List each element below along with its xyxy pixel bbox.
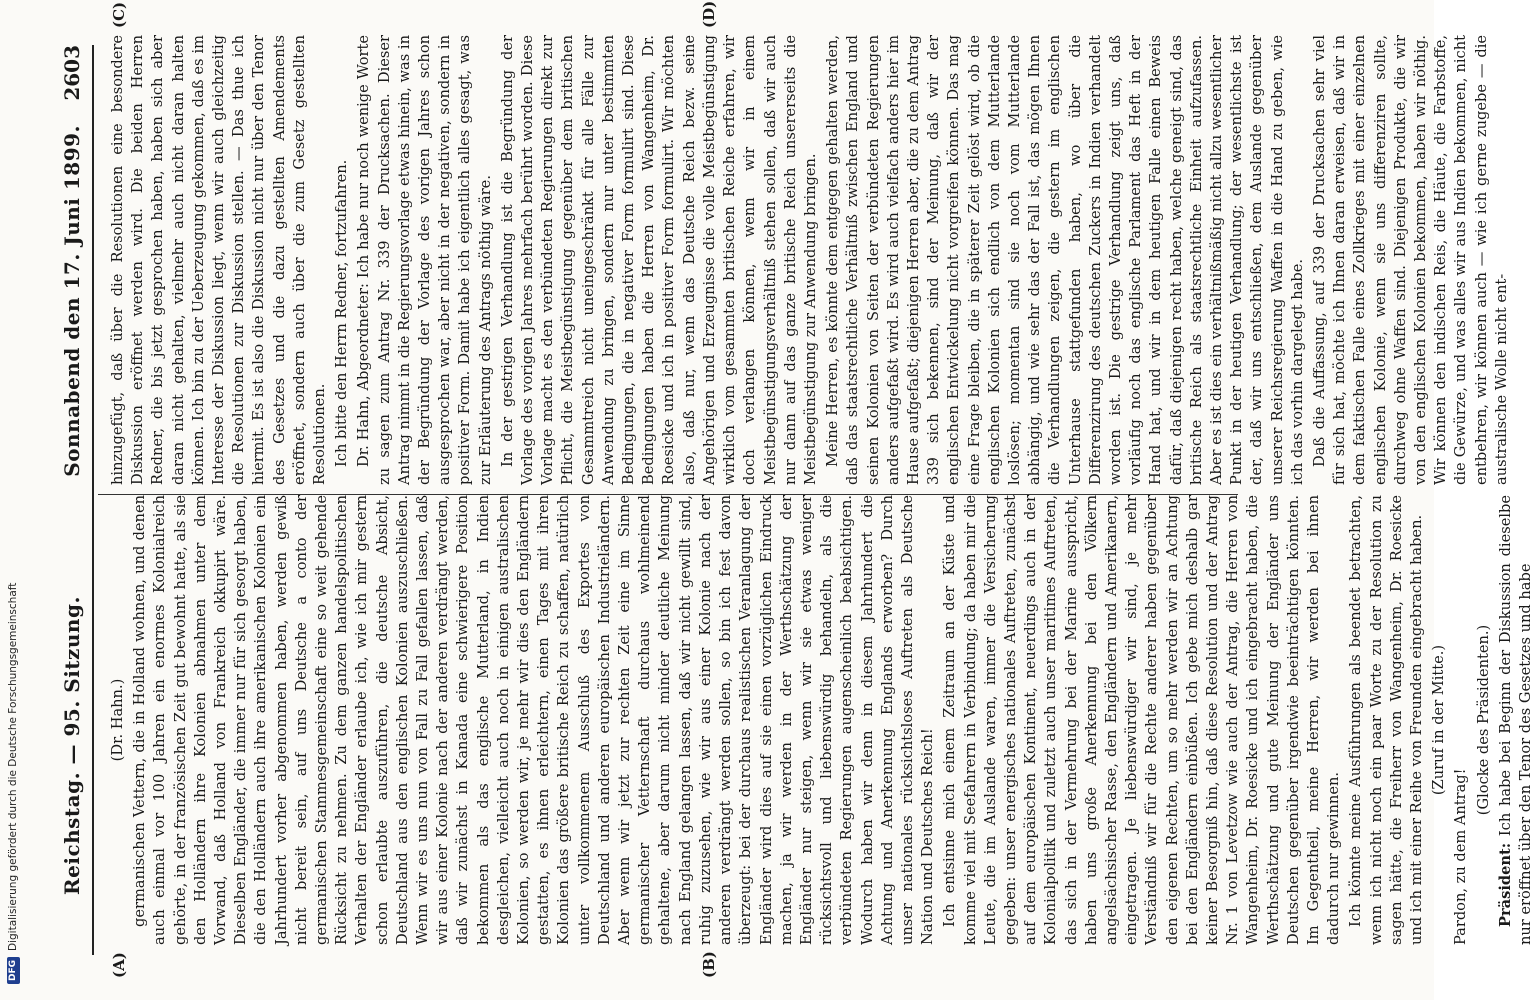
interjection: (Zuruf in der Mitte.) <box>1430 644 1448 796</box>
president-statement <box>1496 495 1536 945</box>
paragraph: Ich entsinne mich einem Zeitraum an der Küste und komme viel mit Seefahrern in Verbindung; da haben mir die Leute, die im Auslande waren, immer die Versicherung gegeben: unser energisches nationales Auftreten, zunächst auf dem europäischen Kontinent, neuerdings auch in der Kolonialpolitik und zuletzt auch unser maritimes Auftreten, das sich in der Vermehrung bei der Marine ausspricht, haben uns große Anerkennung bei den Völkern angelsächsischer Rasse, den Engländern und Amerikanern, eingetragen. Je liebenswürdiger wir sind, je mehr Verständniß wir für die Rechte anderer haben gegenüber den eigenen Rechten, um so mehr werden wir an Achtung bei den Engländern einbüßen. Ich gebe mich deshalb gar keiner Besorgniß hin, daß diese Resolution und der Antrag Nr. 1 von Levetzow wie auch der Antrag, die Herren von Wangenheim, Dr. Roesicke und ich eingebracht haben, die Werthschätzung und gute Meinung der Engländer uns Deutschen gegenüber irgendwie beeinträchtigen könnten. Im Gegentheil, meine Herren, wir werden bei ihnen dadurch nur gewinnen. <box>941 495 1343 945</box>
paragraph: Daß die Auffassung, auf 339 der Drucksachen sehr viel für sich hat, möchte ich Ihnen daran erweisen, daß wir in dem faktischen Falle eines Zollkrieges mit einer einzelnen englischen Kolonie, wenn sie uns differenziren sollte, durchweg ohne Waffen sind. Diejenigen Produkte, die wir von den englischen Kolonien bekommen, haben wir nöthig. Wir können den indischen Reis, die Häute, die Farbstoffe, die Gewürze, und was alles wir aus Indien bekommen, nicht entbehren, wir können auch — wie ich gerne zugebe — die australische Wolle nicht ent- <box>1310 35 1510 485</box>
speaker-tag: (Dr. Hahn.) <box>109 678 126 762</box>
footer-credit <box>4 0 22 1000</box>
page-number: 2603 <box>60 45 84 101</box>
paragraph: germanischen Vettern, die in Holland wohnen, und denen auch einmal vor 100 Jahren ein enormes Kolonialreich gehörte, in der französischen Zeit gut bewohnt hatte, als sie den Holländern ihre Kolonien abnahmen unter dem Vorwand, daß Holland von Frankreich okkupirt wäre. Dieselben Engländer, die immer nur für sich gesorgt haben, die den Holländern auch ihre amerikanischen Kolonien ein Jahrhundert vorher abgenommen haben, werden gewiß nicht bereit sein, auf uns Deutsche a conto der germanischen Stammesgemeinschaft eine so weit gehende Rücksicht zu nehmen. Zu dem ganzen handelspolitischen Verhalten der Engländer erlaube ich, wie ich mir gestern schon erlaubte auszuführen, die deutsche Absicht, Deutschland aus den englischen Kolonien auszuschließen. Wenn wir es uns nun von Fall zu Fall gefallen lassen, daß wir aus einer Kolonie nach der anderen verdrängt werden, daß wir zunächst in Kanada eine schwierigere Position bekommen als das englische Mutterland, in Indien desgleichen, vielleicht auch noch in einigen australischen Kolonien, so werden wir, je mehr wir dies den Engländern gestatten, es ihnen erleichtern, einen Tages mit ihren Kolonien das größere britische Reich zu schaffen, natürlich unter vollkommenem Ausschluß des Exportes von Deutschland und anderen europäischen Industrieländern. Aber wenn wir jetzt zur rechten Zeit eine im Sinne germanischer Vetternschaft durchaus wohlmeinend gehaltene, aber darum nicht minder deutliche Meinung nach England gelangen lassen, daß wir nicht gewillt sind, ruhig zuzusehen, wie wir aus einer Kolonie nach der anderen verdrängt werden sollen, so bin ich fest davon überzeugt: bei der durchaus realistischen Veranlagung der Engländer wird dies auf sie einen vorzüglichen Eindruck machen, ja wir werden in der Werthschätzung der Engländer nur steigen, wenn wir sie etwas weniger rücksichtsvoll und liebenswürdig behandeln, als die verbündeten Regierungen augenscheinlich beabsichtigen. Wodurch haben wir denn in diesem Jahrhundert die Achtung und Anerkennung Englands erworben? Durch unser nationales rücksichtsloses Auftreten als Deutsche Nation und Deutsches Reich! <box>131 495 937 945</box>
header-session-title: Reichstag. — 95. Sitzung. <box>60 596 84 895</box>
bell-note: (Glocke des Präsidenten.) <box>1474 624 1492 816</box>
paragraph: Ich könnte meine Ausführungen als beendet betrachten, wenn ich nicht noch ein paar Worte zu der Resolution zu sagen hätte, die Freiherr von Wangenheim, Dr. Roesicke und ich mit einer Reihe von Freunden eingebracht haben. <box>1347 495 1425 945</box>
correction: Pardon, zu dem Antrag! <box>1452 768 1470 945</box>
paragraph: In der gestrigen Verhandlung ist die Begründung der Vorlage des vorigen Jahres mehrfach berührt worden. Diese Vorlage macht es den verbündeten Regierungen direkt zur Pflicht, die Meistbegünstigung gegenüber dem britischen Gesammtreich nicht uneingeschränkt für alle Fälle zur Anwendung zu bringen, sondern nur unter bestimmten Bedingungen, die in negativer Form formulirt sind. Diese Bedingungen haben die Herren von Wangenheim, Dr. Roesicke und ich in positiver Form formulirt. Wir möchten also, daß nur, wenn das Deutsche Reich bezw. seine Angehörigen und Erzeugnisse die volle Meistbegünstigung wirklich vom gesammten britischen Reiche erfahren, wir doch verlangen können, wenn wir in einem Meistbegünstigungsverhältniß stehen sollen, daß wir auch nur dann auf das ganze britische Reich unsererseits die Meistbegünstigung zur Anwendung bringen. <box>498 35 819 485</box>
president-label: Präsident: <box>1496 842 1514 927</box>
page-header <box>52 45 94 955</box>
paragraph: Dr. Hahn, Abgeordneter: Ich habe nur noch wenige Worte zu sagen zum Antrag Nr. 339 der Drucksachen. Dieser Antrag nimmt in die Regierungsvorlage etwas hinein, was in der Begründung der Vorlage des vorigen Jahres schon ausgesprochen war, aber nicht in der negativen, sondern in positiver Form. Damit habe ich eigentlich alles gesagt, was zur Erläuterung des Antrags nöthig wäre. <box>355 35 494 485</box>
paragraph: Meine Herren, es könnte dem entgegen gehalten werden, daß das staatsrechtliche Verhältniß zwischen England und seinen Kolonien von Seiten der verbündeten Regierungen anders aufgefaßt wird. Es wird auch vielfach anders hier im Hause aufgefaßt; diejenigen Herren aber, die zu dem Antrag 339 sich bekennen, sind der Meinung, daß wir der englischen Entwickelung nicht vorgreifen können. Das mag eine Frage bleiben, die in späterer Zeit gelöst wird, ob die englischen Kolonien sich endlich von dem Mutterlande loslösen; momentan sind sie noch vom Mutterlande abhängig, und wie sehr das der Fall ist, das mögen Ihnen die Verhandlungen zeigen, die gestern im englischen Unterhause stattgefunden haben, wo über die Differenzirung des deutschen Zuckers in Indien verhandelt worden ist. Die gestrige Verhandlung zeigt uns, daß vorläufig noch das englische Parlament das Heft in der Hand hat, und wir in dem heutigen Falle einen Beweis dafür, daß diejenigen recht haben, welche geneigt sind, das britische Reich als staatsrechtliche Einheit aufzufassen. Aber es ist dies ein verhältnißmäßig nicht allzu wesentlicher Punkt in der heutigen Verhandlung; der wesentlichste ist der, daß wir uns entschließen, dem Auslande gegenüber unserer Reichsregierung Waffen in die Hand zu geben, wie ich das vorhin dargelegt habe. <box>824 35 1306 485</box>
left-column <box>108 495 1535 945</box>
margin-marker-c: (C) <box>110 1 128 28</box>
margin-marker-d: (D) <box>700 0 718 28</box>
right-column <box>108 35 1510 485</box>
margin-marker-a: (A) <box>110 952 128 978</box>
dfg-logo: DFG <box>7 957 20 984</box>
footer-text: Digitalisierung gefördert durch die Deutsche Forschungsgemeinschaft <box>7 582 19 951</box>
header-date: Sonnabend den 17. Juni 1899. <box>60 125 84 477</box>
paragraph: hinzugefügt, daß über die Resolutionen eine besondere Diskussion eröffnet werden wird. Die beiden Herren Redner, die bis jetzt gesprochen haben, haben sich aber daran nicht gehalten, vielmehr auch nicht daran halten können. Ich bin zu der Ueberzeugung gekommen, daß es im Interesse der Diskussion liegt, wenn wir auch gleichzeitig die Resolutionen zur Diskussion stellen. — Das thue ich hiermit. Es ist also die Diskussion nicht nur über den Tenor des Gesetzes und die dazu gestellten Amendements eröffnet, sondern auch über die zum Gesetz gestellten Resolutionen. <box>109 35 329 485</box>
margin-marker-b: (B) <box>700 951 718 978</box>
paragraph: Ich bitte den Herrn Redner, fortzufahren. <box>333 159 351 467</box>
president-text: Ich habe bei Beginn der Diskussion dieselbe nur eröffnet über den Tenor des Gesetzes und habe <box>1496 495 1535 945</box>
footer-strip <box>2 0 20 1000</box>
